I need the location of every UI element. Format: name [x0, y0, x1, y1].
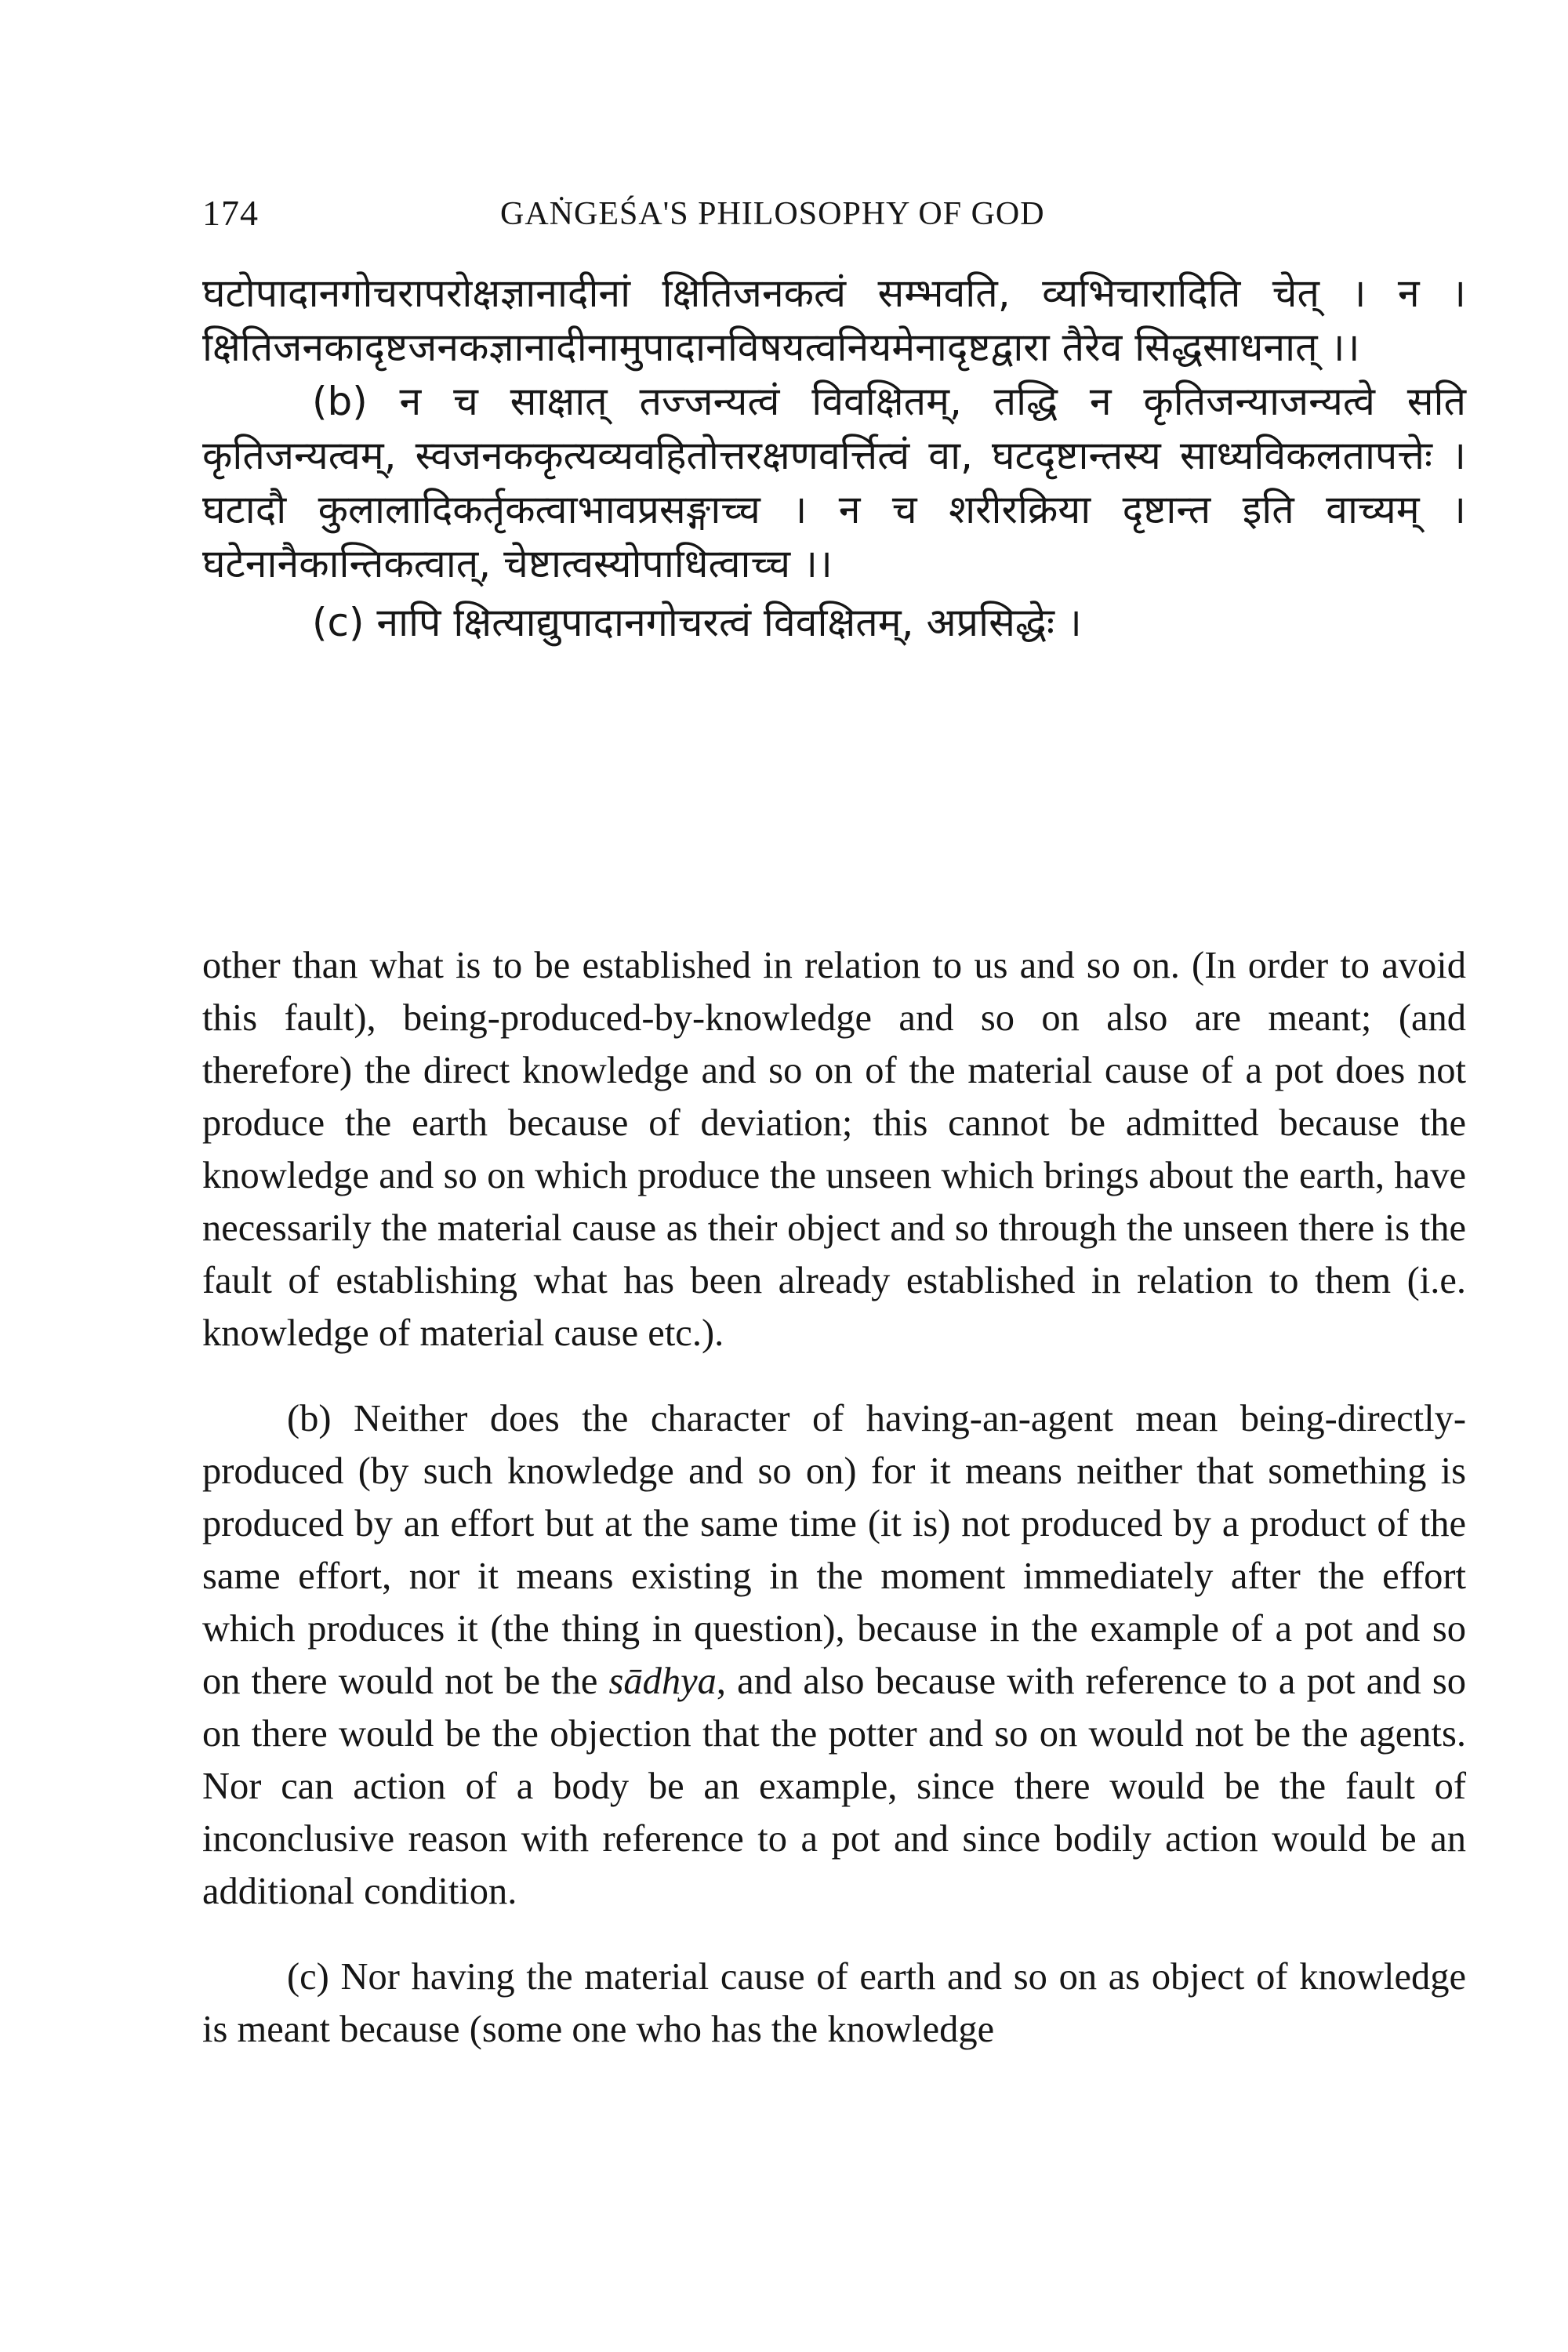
sanskrit-paragraph-b: (b) न च साक्षात् तज्जन्यत्वं विवक्षितम्, तद्धि न कृतिजन्याजन्यत्वे सति कृतिजन्यत्वम्, स्वजनककृत्यव्यवहितोत्तरक्षणवर्त्तित्वं वा, घटदृष्टान्तस्य साध्यविकलतापत्तेः । घटादौ कुलालादिकर्तृकत्वाभावप्रसङ्गाच्च । न च शरीरक्रिया दृष्टान्त इति वाच्यम् । घटेनानैकान्तिकत्वात्, चेष्टात्वस्योपाधित्वाच्च ।। [202, 379, 1466, 586]
english-paragraph-b [202, 1392, 1466, 1918]
sanskrit-text-block [202, 267, 1466, 650]
running-title: GAṄGEŚA'S PHILOSOPHY OF GOD [500, 196, 1045, 232]
english-paragraph-b-end: , and also because with reference to a pot and so on there would be the objection that the potter and so on would not be the agents. Nor can action of a body be an example, since there would be the fault of inconclusive reason with reference to a pot and since bodily action would be an additional condition. [202, 1661, 1466, 1912]
page-header [202, 192, 1457, 239]
english-paragraph-b-start: (b) Neither does the character of having-an-agent mean being-directly-produced (by such knowledge and so on) for it means neither that something is produced by an effort but at the same time (it is) not produced by a product of the same effort, nor it means existing in the moment immediately after the effort which produces it (the thing in question), because in the example of a pot and so on there would not be the [202, 1398, 1466, 1702]
sanskrit-paragraph-a: घटोपादानगोचरापरोक्षज्ञानादीनां क्षितिजनकत्वं सम्भवति, व्यभिचारादिति चेत् । न । क्षितिजनकादृष्टजनकज्ञानादीनामुपादानविषयत्वनियमेनादृष्टद्वारा तैरेव सिद्धसाधनात् ।। [202, 270, 1466, 370]
page-number: 174 [202, 193, 259, 233]
english-paragraph-c: (c) Nor having the material cause of earth and so on as object of knowledge is meant because (some one who has the knowledge [202, 1956, 1466, 2050]
english-translation-block [202, 939, 1466, 2056]
sanskrit-paragraph-c: (c) नापि क्षित्याद्युपादानगोचरत्वं विवक्षितम्, अप्रसिद्धेः । [312, 600, 1082, 645]
sadhya-term: sādhya [608, 1661, 717, 1702]
english-paragraph-a: other than what is to be established in relation to us and so on. (In order to avoid this fault), being-produced-by-knowledge and so on also are meant; (and therefore) the direct knowledge and so on of the material cause of a pot does not produce the earth because of deviation; this cannot be admitted because the knowledge and so on which produce the unseen which brings about the earth, have necessarily the material cause as their object and so through the unseen there is the fault of establishing what has been already established in relation to them (i.e. knowledge of material cause etc.). [202, 945, 1466, 1354]
